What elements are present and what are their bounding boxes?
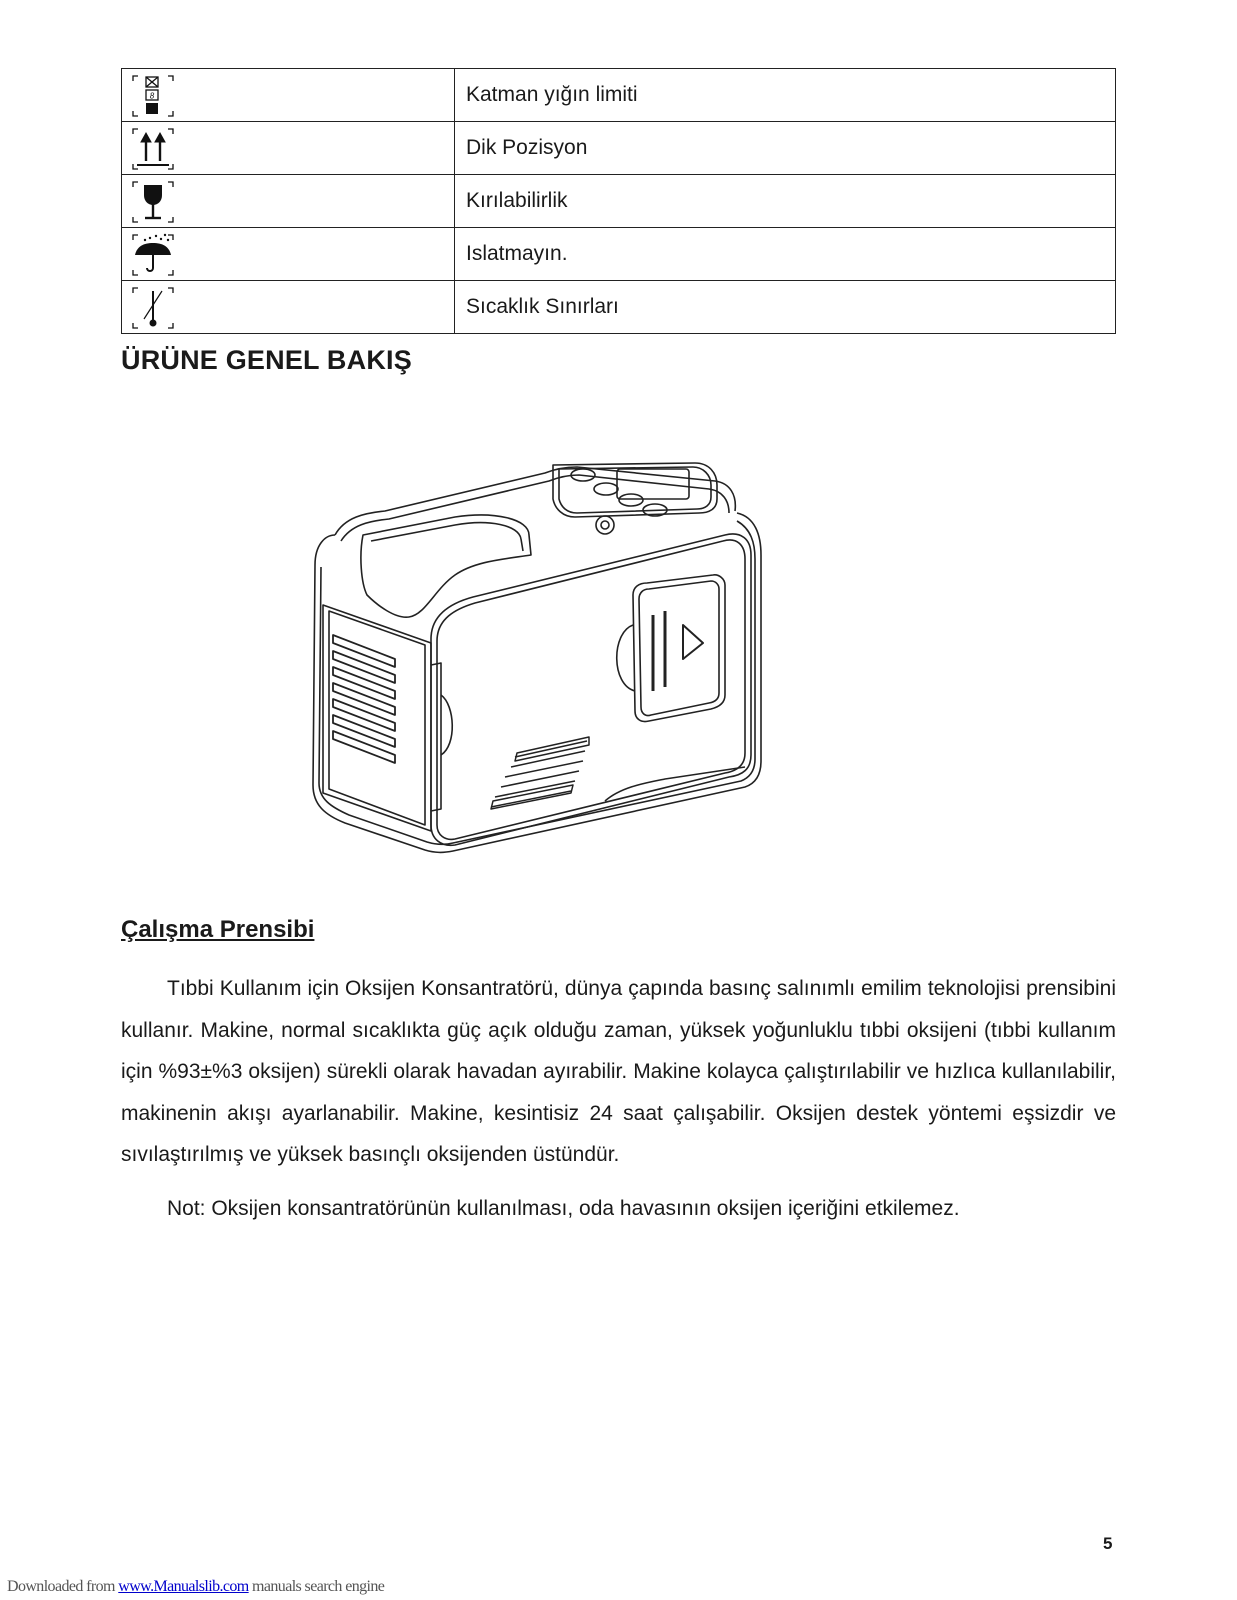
note-paragraph: Not: Oksijen konsantratörünün kullanılması, oda havasının oksijen içeriğini etkilemez. [167,1197,960,1220]
symbol-label: Islatmayın. [455,228,1116,281]
table-row [122,175,1116,228]
page-number: 5 [1103,1534,1113,1553]
table-row [122,69,1116,122]
symbol-label: Sıcaklık Sınırları [455,281,1116,334]
footer-prefix: Downloaded from [7,1578,119,1595]
temperature-limit-icon [130,285,176,331]
symbol-label: Kırılabilirlik [455,175,1116,228]
oxygen-concentrator-illustration [305,455,765,875]
footer-suffix: manuals search engine [248,1578,385,1595]
table-row [122,281,1116,334]
body-paragraph: Tıbbi Kullanım için Oksijen Konsantratörü, dünya çapında basınç salınımlı emilim teknolojisi prensibini kullanır. Makine, normal sıcaklıkta güç açık olduğu zaman, yüksek yoğunluklu tıbbi oksijeni (tıbbi kullanım için %93±%3 oksijen) sürekli olarak havadan ayırabilir. Makine kolayca çalıştırılabilir ve hızlıca kullanılabilir, makinenin akışı ayarlanabilir. Makine, kesintisiz 24 saat çalışabilir. Oksijen destek yöntemi eşsizdir ve sıvılaştırılmış ve yüksek basınçlı oksijenden üstündür. [121,977,1116,1166]
footer [7,1578,384,1596]
stack-limit-icon [130,73,176,119]
table-row [122,228,1116,281]
footer-link[interactable]: www.Manualslib.com [118,1578,249,1595]
table-row [122,122,1116,175]
symbols-table [121,68,1116,334]
subheading: Çalışma Prensibi [121,916,315,943]
section-title: ÜRÜNE GENEL BAKIŞ [121,345,412,375]
stack-limit-number: 8 [149,91,155,101]
symbol-label: Katman yığın limiti [455,69,1116,122]
keep-dry-icon [130,232,176,278]
this-way-up-icon [130,126,176,172]
fragile-icon [130,179,176,225]
symbol-label: Dik Pozisyon [455,122,1116,175]
